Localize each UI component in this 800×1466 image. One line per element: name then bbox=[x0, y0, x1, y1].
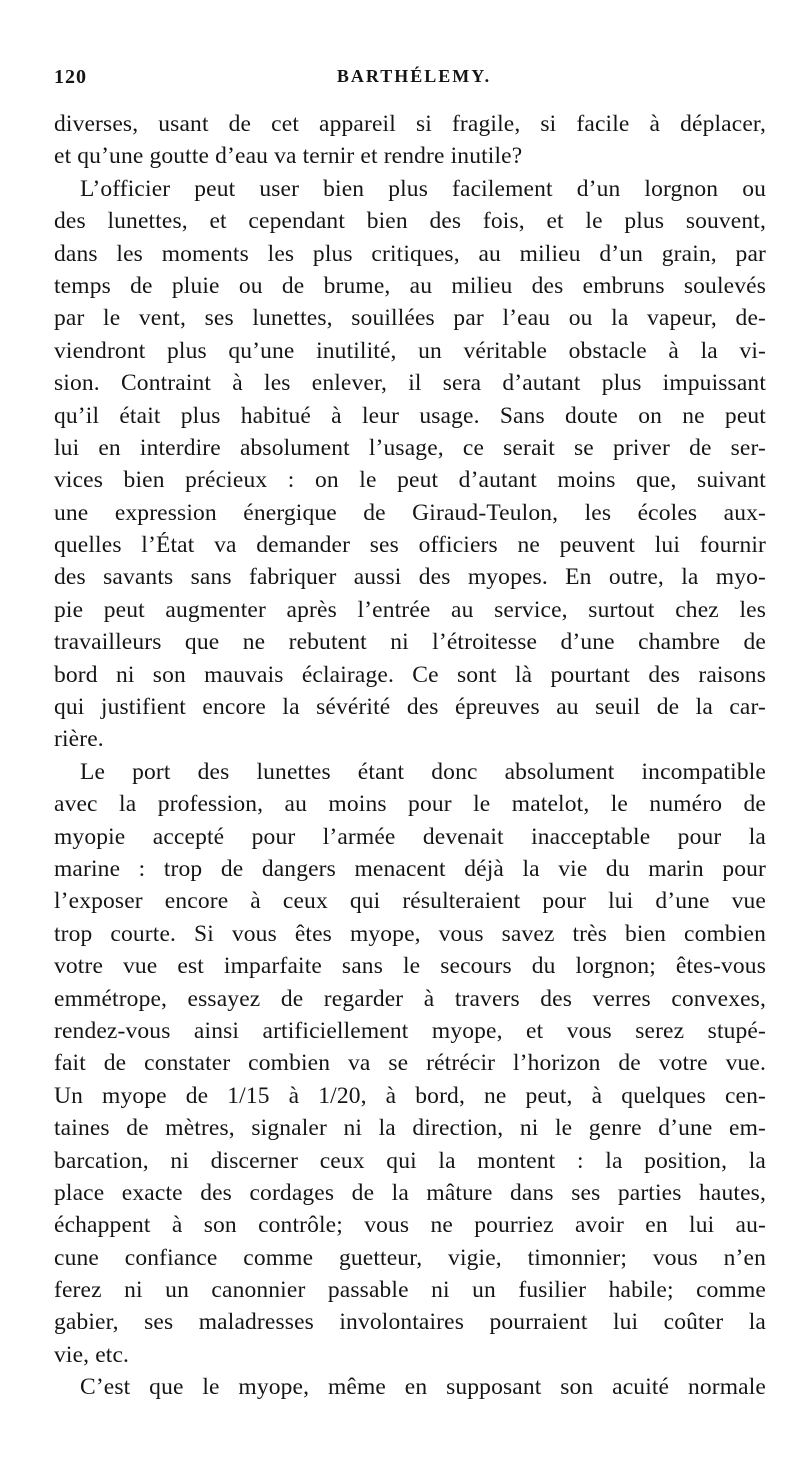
text-line: et qu’une goutte d’eau va ternir et rendre inutile? bbox=[54, 143, 523, 170]
text-line: temps de pluie ou de brume, au milieu des embruns soulevés bbox=[54, 272, 766, 299]
page-number: 120 bbox=[54, 66, 87, 88]
text-line: cune confiance comme guetteur, vigie, timonnier; vous n’en bbox=[54, 1244, 766, 1271]
text-line: rière. bbox=[54, 726, 104, 753]
text-line: barcation, ni discerner ceux qui la montent : la position, la bbox=[54, 1147, 766, 1174]
text-line: ferez ni un canonnier passable ni un fusilier habile; comme bbox=[54, 1277, 766, 1304]
text-line: des savants sans fabriquer aussi des myopes. En outre, la myo- bbox=[54, 564, 766, 591]
body-text bbox=[54, 108, 766, 1404]
text-line: viendront plus qu’une inutilité, un véritable obstacle à la vi- bbox=[54, 337, 766, 364]
running-title: BARTHÉLEMY. bbox=[336, 66, 492, 86]
text-line: rendez-vous ainsi artificiellement myope, et vous serez stupé- bbox=[54, 1017, 766, 1044]
text-line: diverses, usant de cet appareil si fragile, si facile à déplacer, bbox=[54, 111, 766, 137]
text-line: l’exposer encore à ceux qui résulteraient pour lui d’une vue bbox=[54, 888, 766, 915]
text-line: taines de mètres, signaler ni la direction, ni le genre d’une em- bbox=[54, 1115, 766, 1142]
text-line: échappent à son contrôle; vous ne pourriez avoir en lui au- bbox=[54, 1212, 766, 1239]
text-line: des lunettes, et cependant bien des fois, et le plus souvent, bbox=[54, 208, 766, 235]
text-line: emmétrope, essayez de regarder à travers des verres convexes, bbox=[54, 985, 766, 1012]
text-line: dans les moments les plus critiques, au milieu d’un grain, par bbox=[54, 240, 766, 267]
text-line: myopie accepté pour l’armée devenait inacceptable pour la bbox=[54, 823, 766, 850]
text-line: vices bien précieux : on le peut d’autant moins que, suivant bbox=[54, 467, 766, 494]
text-line: marine : trop de dangers menacent déjà la vie du marin pour bbox=[54, 855, 766, 882]
text-line: par le vent, ses lunettes, souillées par l’eau ou la vapeur, de- bbox=[54, 305, 766, 332]
text-line: place exacte des cordages de la mâture dans ses parties hautes, bbox=[54, 1179, 766, 1206]
text-line: vie, etc. bbox=[54, 1341, 130, 1368]
text-line: qu’il était plus habitué à leur usage. Sans doute on ne peut bbox=[54, 402, 766, 429]
text-line: une expression énergique de Giraud-Teulon, les écoles aux- bbox=[54, 499, 766, 526]
text-line: gabier, ses maladresses involontaires pourraient lui coûter la bbox=[54, 1309, 766, 1336]
text-line: pie peut augmenter après l’entrée au service, surtout chez les bbox=[54, 596, 766, 623]
text-line: L’officier peut user bien plus facilement d’un lorgnon ou bbox=[80, 175, 766, 202]
text-line: travailleurs que ne rebutent ni l’étroitesse d’une chambre de bbox=[54, 629, 766, 656]
text-line: Un myope de 1/15 à 1/20, à bord, ne peut, à quelques cen- bbox=[54, 1082, 766, 1109]
text-line: quelles l’État va demander ses officiers ne peuvent lui fournir bbox=[54, 532, 766, 559]
text-line: C’est que le myope, même en supposant son acuité normale bbox=[80, 1374, 766, 1401]
text-line: bord ni son mauvais éclairage. Ce sont là pourtant des raisons bbox=[54, 661, 766, 688]
text-line: Le port des lunettes étant donc absolument incompatible bbox=[80, 758, 766, 785]
text-line: votre vue est imparfaite sans le secours du lorgnon; êtes-vous bbox=[54, 953, 766, 980]
running-head bbox=[54, 66, 774, 96]
text-line: fait de constater combien va se rétrécir l’horizon de votre vue. bbox=[54, 1050, 766, 1077]
text-line: trop courte. Si vous êtes myope, vous savez très bien combien bbox=[54, 920, 766, 947]
text-line: avec la profession, au moins pour le matelot, le numéro de bbox=[54, 791, 766, 818]
text-line: lui en interdire absolument l’usage, ce serait se priver de ser- bbox=[54, 434, 766, 461]
text-line: sion. Contraint à les enlever, il sera d’autant plus impuissant bbox=[54, 370, 766, 397]
text-line: qui justifient encore la sévérité des épreuves au seuil de la car- bbox=[54, 694, 766, 721]
